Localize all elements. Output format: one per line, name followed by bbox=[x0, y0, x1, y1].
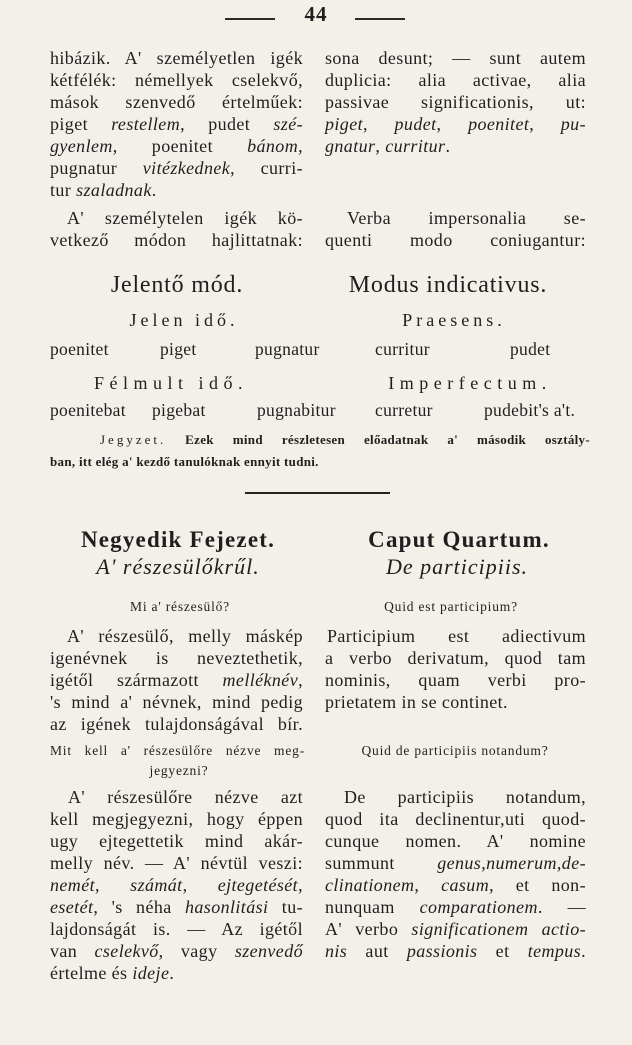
text-line bbox=[325, 647, 586, 669]
text-line bbox=[50, 207, 303, 229]
present-tense-label-latin: Praesens. bbox=[402, 310, 506, 330]
text-run: A' részesülőre nézve azt bbox=[68, 787, 303, 807]
imperfect-tense-label-hungarian: Félmult idő. bbox=[93, 373, 248, 393]
present-form: poenitet bbox=[50, 339, 109, 359]
text-line bbox=[325, 874, 586, 896]
text-line bbox=[50, 91, 303, 113]
question-2-hungarian-line-2: jegyezni? bbox=[149, 763, 209, 778]
present-tense-label-hungarian: Jelen idő. bbox=[129, 310, 239, 330]
text-line bbox=[50, 429, 590, 451]
text-run: quod ita declinentur,uti quod- bbox=[325, 809, 586, 829]
text-run: 's mind a' névnek, mind pedig bbox=[50, 692, 303, 712]
text-line bbox=[50, 896, 303, 918]
text-run: . bbox=[445, 136, 451, 156]
question-2-hungarian-line-1: Mit kell a' részesülőre nézve meg- bbox=[50, 743, 305, 758]
question-1-latin: Quid est participium? bbox=[384, 599, 518, 614]
text-line bbox=[50, 451, 590, 473]
answer-2-latin bbox=[325, 786, 586, 962]
italic-term: genus,numerum,de- bbox=[437, 853, 586, 873]
latin-impersonal-paragraph bbox=[325, 47, 586, 157]
text-line bbox=[50, 647, 303, 669]
italic-term: restellem bbox=[111, 114, 181, 134]
text-run: melly név. — A' névtül veszi: bbox=[50, 853, 303, 873]
text-line bbox=[50, 229, 303, 251]
text-line bbox=[325, 896, 586, 918]
text-run: , bbox=[529, 114, 561, 134]
text-line bbox=[325, 830, 586, 852]
text-run: . bbox=[169, 963, 175, 983]
text-run: aut bbox=[347, 941, 407, 961]
text-run: , poenitet bbox=[112, 136, 248, 156]
text-line bbox=[325, 691, 586, 713]
text-line bbox=[325, 135, 586, 157]
text-line bbox=[325, 918, 586, 940]
text-run: . bbox=[151, 180, 157, 200]
text-line bbox=[50, 940, 303, 962]
italic-term: szé- bbox=[273, 114, 303, 134]
text-run: vetkező módon hajlittatnak: bbox=[50, 230, 303, 250]
mood-heading-latin: Modus indicativus. bbox=[348, 272, 548, 298]
italic-term: számát bbox=[130, 875, 183, 895]
header-rule-right bbox=[355, 18, 405, 20]
text-run: , bbox=[298, 670, 303, 690]
italic-term: tempus bbox=[527, 941, 582, 961]
italic-term: casum bbox=[441, 875, 490, 895]
text-line bbox=[50, 179, 303, 201]
text-line bbox=[325, 940, 586, 962]
mood-heading-hungarian: Jelentő mód. bbox=[110, 272, 244, 298]
italic-term: passionis bbox=[406, 941, 478, 961]
text-line bbox=[50, 135, 303, 157]
italic-term: cselekvő bbox=[94, 941, 159, 961]
text-run: , vagy bbox=[158, 941, 235, 961]
text-run: . bbox=[581, 941, 586, 961]
italic-term: comparationem bbox=[419, 897, 538, 917]
text-line bbox=[325, 207, 586, 229]
text-run: Ezek mind részletesen előadatnak a' második osztály- bbox=[166, 432, 590, 447]
text-run: , curri- bbox=[230, 158, 303, 178]
present-form: piget bbox=[160, 339, 197, 359]
text-run: A' részesülő, melly máskép bbox=[67, 626, 303, 646]
text-line bbox=[50, 918, 303, 940]
text-line bbox=[325, 91, 586, 113]
section-divider bbox=[245, 492, 390, 494]
question-2-latin: Quid de participiis notandum? bbox=[361, 743, 549, 758]
page-number: 44 bbox=[304, 2, 328, 26]
text-run: értelme és bbox=[50, 963, 133, 983]
text-line bbox=[325, 852, 586, 874]
text-run: nunquam bbox=[325, 897, 420, 917]
text-line bbox=[50, 713, 303, 735]
text-line bbox=[50, 874, 303, 896]
imperfect-form: pudebit's a't. bbox=[484, 400, 576, 420]
text-line bbox=[325, 669, 586, 691]
text-run: nominis, quam verbi pro- bbox=[325, 670, 586, 690]
text-run: a verbo derivatum, quod tam bbox=[325, 648, 586, 668]
italic-term: vitézkednek bbox=[142, 158, 231, 178]
present-form: curritur bbox=[375, 339, 430, 359]
text-run: . — bbox=[537, 897, 586, 917]
text-line bbox=[50, 786, 303, 808]
text-run: A' verbo bbox=[325, 919, 412, 939]
imperfect-form: poenitebat bbox=[50, 400, 126, 420]
latin-conjugation-intro bbox=[325, 207, 586, 251]
text-line bbox=[325, 69, 586, 91]
text-line bbox=[325, 625, 586, 647]
text-run: Participium est adiectivum bbox=[327, 626, 586, 646]
text-line bbox=[325, 47, 586, 69]
italic-term: esetét bbox=[50, 897, 94, 917]
text-run: quenti modo coniugantur: bbox=[325, 230, 586, 250]
italic-term: curritur bbox=[385, 136, 446, 156]
text-run: hibázik. A' személyetlen igék bbox=[50, 48, 303, 68]
hungarian-impersonal-paragraph bbox=[50, 47, 303, 201]
italic-term: szenvedő bbox=[234, 941, 303, 961]
text-run: , et non- bbox=[489, 875, 586, 895]
present-form: pudet bbox=[510, 339, 551, 359]
text-run: , 's néha bbox=[93, 897, 185, 917]
text-run: kétfélék: némellyek cselekvő, bbox=[50, 70, 303, 90]
text-line bbox=[50, 962, 303, 984]
text-run: sona desunt; — sunt autem bbox=[325, 48, 586, 68]
italic-term: piget bbox=[325, 114, 363, 134]
text-run: prietatem in se continet. bbox=[325, 692, 508, 712]
text-line bbox=[50, 47, 303, 69]
imperfect-form: pugnabitur bbox=[257, 400, 336, 420]
imperfect-form: curretur bbox=[375, 400, 433, 420]
italic-term: gnatur bbox=[325, 136, 376, 156]
text-run: lajdonságát is. — Az igétől bbox=[50, 919, 303, 939]
text-run: igétől származott bbox=[50, 670, 223, 690]
text-run: duplicia: alia activae, alia bbox=[325, 70, 586, 90]
italic-term: significationem actio- bbox=[411, 919, 586, 939]
text-run: , bbox=[414, 875, 442, 895]
text-run: , bbox=[182, 875, 218, 895]
text-run: pugnatur bbox=[50, 158, 143, 178]
italic-term: szaladnak bbox=[76, 180, 152, 200]
text-run: , bbox=[298, 875, 303, 895]
text-line bbox=[325, 113, 586, 135]
text-line bbox=[50, 669, 303, 691]
text-run: ugy ejtegettetik mind akár- bbox=[50, 831, 303, 851]
text-run: mások szenvedő értelműek: bbox=[50, 92, 303, 112]
italic-term: poenitet bbox=[468, 114, 530, 134]
text-run: tu- bbox=[268, 897, 303, 917]
imperfect-tense-label-latin: Imperfectum. bbox=[388, 373, 552, 393]
italic-term: pu- bbox=[560, 114, 586, 134]
spaced-label: Jegyzet. bbox=[100, 432, 167, 447]
chapter-title-latin: Caput Quartum. bbox=[368, 527, 550, 552]
text-line bbox=[50, 113, 303, 135]
italic-term: hasonlitási bbox=[185, 897, 269, 917]
text-run: A' személytelen igék kö- bbox=[67, 208, 303, 228]
italic-term: nis bbox=[325, 941, 348, 961]
text-run: Verba impersonalia se- bbox=[347, 208, 586, 228]
text-run: igenévnek is neveztethetik, bbox=[50, 648, 303, 668]
answer-2-hungarian bbox=[50, 786, 303, 984]
text-run: ban, itt elég a' kezdő tanulóknak ennyit tudni. bbox=[50, 454, 319, 469]
text-run: et bbox=[477, 941, 528, 961]
text-run: passivae significationis, ut: bbox=[325, 92, 586, 112]
italic-term: bánom bbox=[247, 136, 299, 156]
text-line bbox=[50, 691, 303, 713]
text-line bbox=[50, 830, 303, 852]
answer-1-latin bbox=[325, 625, 586, 713]
text-line bbox=[50, 808, 303, 830]
italic-term: nemét bbox=[50, 875, 95, 895]
hungarian-conjugation-intro bbox=[50, 207, 303, 251]
text-line bbox=[325, 808, 586, 830]
text-run: , bbox=[94, 875, 131, 895]
italic-term: gyenlem bbox=[50, 136, 113, 156]
italic-term: ejtegetését bbox=[217, 875, 299, 895]
text-run: , bbox=[298, 136, 303, 156]
text-run: De participiis notandum, bbox=[344, 787, 586, 807]
answer-1-hungarian bbox=[50, 625, 303, 735]
text-run: van bbox=[50, 941, 95, 961]
text-run: piget bbox=[50, 114, 112, 134]
text-run: tur bbox=[50, 180, 77, 200]
question-1-hungarian: Mi a' részesülő? bbox=[130, 599, 230, 614]
chapter-title-hungarian: Negyedik Fejezet. bbox=[80, 527, 276, 552]
italic-term: melléknév bbox=[222, 670, 299, 690]
text-line bbox=[325, 786, 586, 808]
text-run: , bbox=[436, 114, 469, 134]
present-form: pugnatur bbox=[255, 339, 320, 359]
text-line bbox=[50, 157, 303, 179]
text-run: kell megjegyezni, hogy éppen bbox=[50, 809, 303, 829]
text-line bbox=[50, 852, 303, 874]
chapter-subtitle-latin: De participiis. bbox=[385, 554, 529, 579]
imperfect-form: pigebat bbox=[152, 400, 206, 420]
text-line bbox=[50, 625, 303, 647]
italic-term: ideje bbox=[132, 963, 170, 983]
text-run: az igének tulajdonságával bír. bbox=[50, 714, 303, 734]
text-run: , bbox=[375, 136, 386, 156]
text-line bbox=[325, 229, 586, 251]
note-paragraph bbox=[50, 429, 590, 473]
italic-term: clinationem bbox=[325, 875, 415, 895]
chapter-subtitle-hungarian: A' részesülőkrűl. bbox=[96, 554, 260, 579]
text-run: cunque nomen. A' nomine bbox=[325, 831, 586, 851]
italic-term: pudet bbox=[394, 114, 437, 134]
text-run: summunt bbox=[325, 853, 438, 873]
text-line bbox=[50, 69, 303, 91]
text-run: , bbox=[363, 114, 395, 134]
text-run: , pudet bbox=[180, 114, 274, 134]
